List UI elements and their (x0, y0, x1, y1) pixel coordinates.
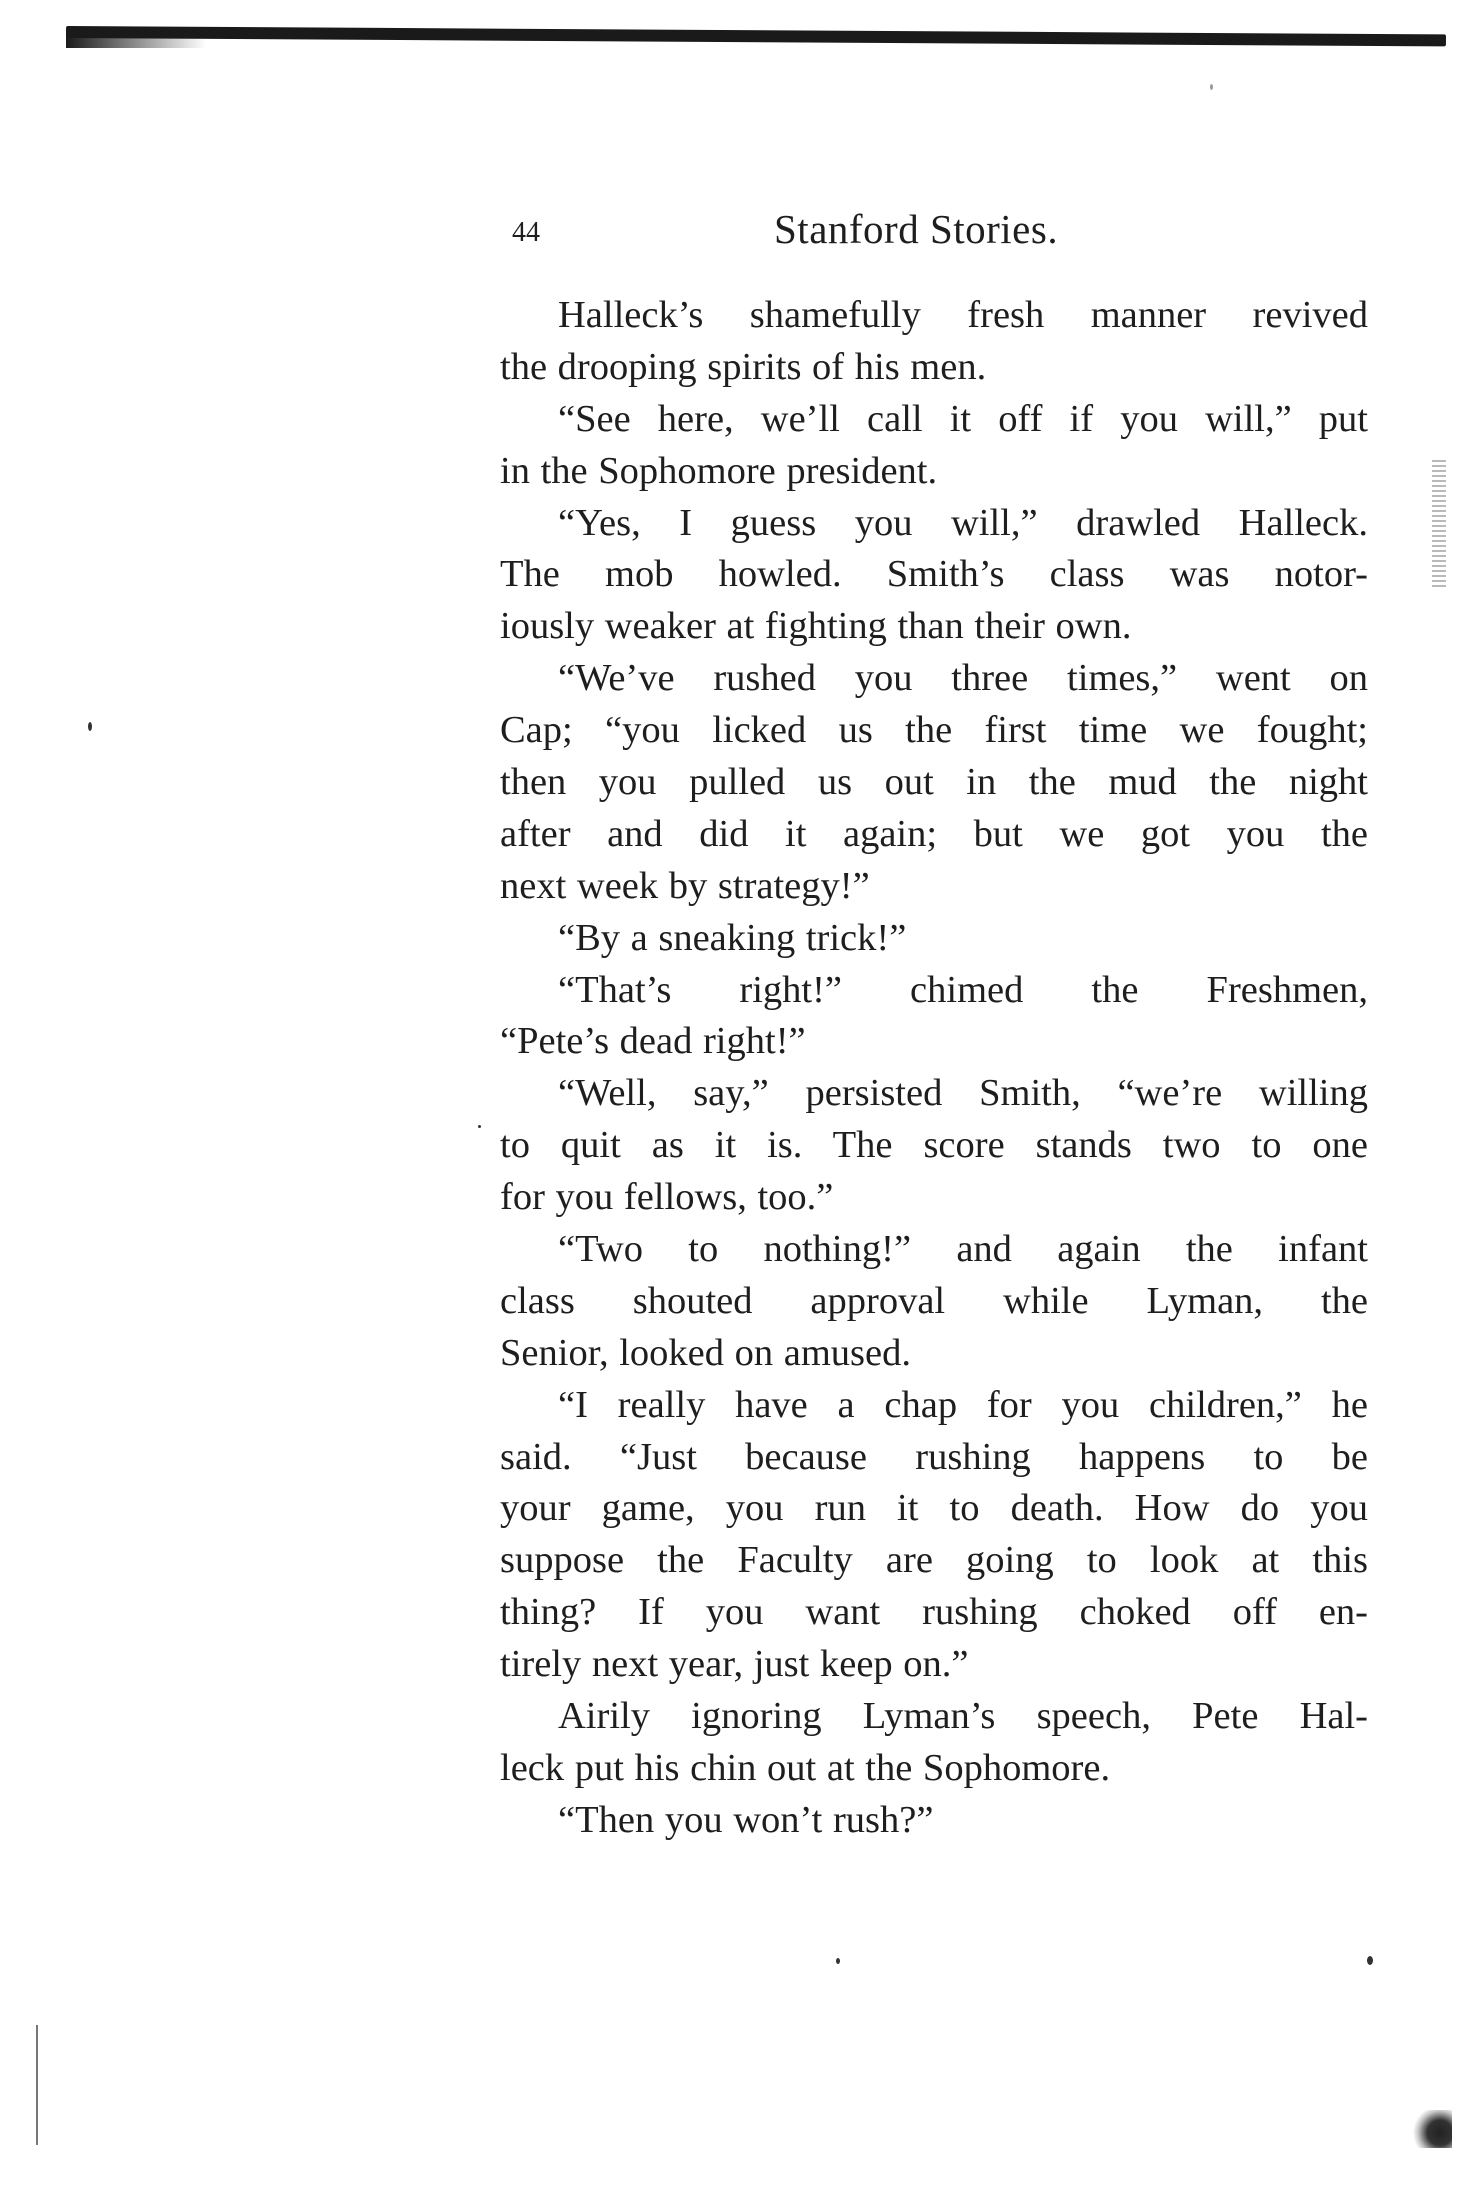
page-header (512, 205, 1122, 265)
text-line: for you fellows, too.” (500, 1176, 834, 1219)
text-line: “Yes, I guess you will,” drawled Halleck. (558, 501, 1368, 544)
text-line: iously weaker at fighting than their own. (500, 605, 1132, 648)
text-line: next week by strategy!” (500, 864, 870, 907)
text-line: “Then you won’t rush?” (558, 1798, 934, 1841)
text-line: leck put his chin out at the Sophomore. (500, 1746, 1111, 1789)
text-line: “Pete’s dead right!” (500, 1020, 806, 1063)
ink-speck (478, 1125, 481, 1128)
page-number: 44 (512, 217, 540, 248)
text-line: in the Sophomore president. (500, 449, 938, 492)
text-line: tirely next year, just keep on.” (500, 1643, 969, 1686)
running-title: Stanford Stories. (774, 206, 1059, 252)
text-line: Airily ignoring Lyman’s speech, Pete Hal- (558, 1695, 1368, 1738)
text-line: thing? If you want rushing choked off en- (500, 1591, 1368, 1634)
text-line: “By a sneaking trick!” (558, 916, 907, 959)
ink-speck (88, 722, 92, 731)
ink-speck (1210, 84, 1213, 90)
ink-speck (1367, 1956, 1373, 1965)
ink-blot (1412, 2110, 1452, 2148)
text-line: said. “Just because rushing happens to be (500, 1435, 1368, 1478)
text-line: the drooping spirits of his men. (500, 345, 987, 388)
text-line: class shouted approval while Lyman, the (500, 1279, 1368, 1322)
text-line: suppose the Faculty are going to look at this (500, 1539, 1368, 1582)
top-rule-edge (66, 34, 206, 48)
page-edge-marks (1432, 460, 1446, 590)
text-line: then you pulled us out in the mud the night (500, 761, 1368, 804)
margin-line (36, 2025, 38, 2145)
text-line: “See here, we’ll call it off if you will,” put (558, 397, 1368, 440)
text-line: The mob howled. Smith’s class was notor- (500, 553, 1368, 596)
text-line: “That’s right!” chimed the Freshmen, (558, 968, 1368, 1011)
text-line: Cap; “you licked us the first time we fought; (500, 709, 1368, 752)
text-line: Senior, looked on amused. (500, 1331, 911, 1374)
top-rule (66, 26, 1446, 46)
text-line: Halleck’s shamefully fresh manner revived (558, 294, 1368, 336)
body-text (500, 290, 1368, 1847)
ink-speck (836, 1958, 840, 1964)
text-line: your game, you run it to death. How do you (500, 1487, 1368, 1530)
text-line: “Well, say,” persisted Smith, “we’re willing (558, 1072, 1368, 1115)
text-line: to quit as it is. The score stands two to one (500, 1124, 1368, 1167)
text-line: “Two to nothing!” and again the infant (558, 1228, 1368, 1271)
text-line: after and did it again; but we got you the (500, 812, 1368, 855)
text-line: “We’ve rushed you three times,” went on (558, 657, 1368, 700)
text-line: “I really have a chap for you children,” he (558, 1383, 1368, 1426)
